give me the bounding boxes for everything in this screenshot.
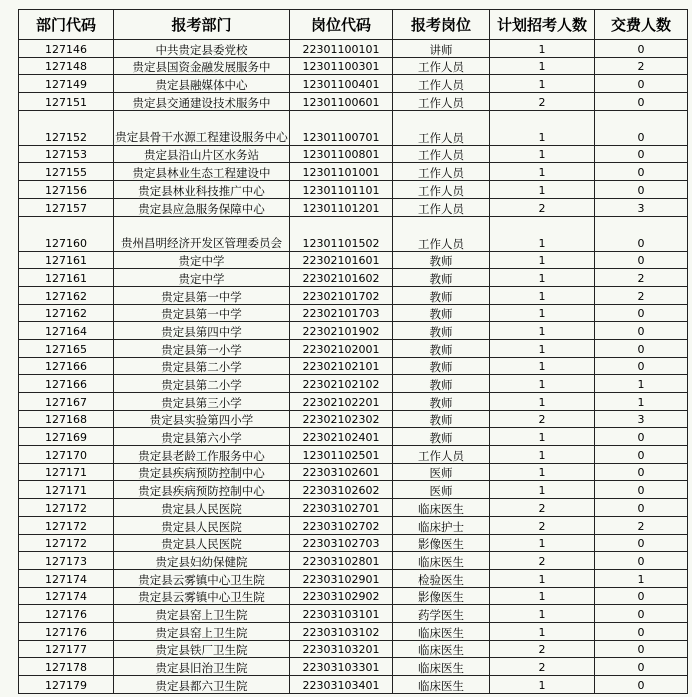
planned-count-cell: 1 [490, 534, 595, 552]
paid-count-cell: 0 [595, 587, 688, 605]
table-row [19, 322, 688, 340]
dept-name-cell: 贵定县云雾镇中心卫生院 [114, 569, 290, 587]
dept-name-cell: 贵定县疾病预防控制中心 [114, 481, 290, 499]
dept-code-cell: 127172 [19, 516, 114, 534]
planned-count-cell: 1 [490, 181, 595, 199]
post-name-cell: 影像医生 [393, 534, 490, 552]
paid-count-cell: 0 [595, 357, 688, 375]
post-name-cell: 药学医生 [393, 605, 490, 623]
post-code-cell: 12301101502 [290, 216, 393, 251]
paid-count-cell: 0 [595, 163, 688, 181]
post-code-cell: 22302102302 [290, 410, 393, 428]
table-row [19, 57, 688, 75]
planned-count-cell: 1 [490, 216, 595, 251]
dept-code-cell: 127162 [19, 286, 114, 304]
table-row [19, 587, 688, 605]
planned-count-cell: 1 [490, 251, 595, 269]
post-name-cell: 教师 [393, 286, 490, 304]
post-name-cell: 教师 [393, 357, 490, 375]
planned-count-cell: 2 [490, 516, 595, 534]
planned-count-cell: 1 [490, 605, 595, 623]
planned-count-cell: 1 [490, 304, 595, 322]
table-row [19, 534, 688, 552]
post-code-cell: 22302101601 [290, 251, 393, 269]
dept-code-cell: 127157 [19, 198, 114, 216]
dept-code-cell: 127151 [19, 93, 114, 111]
dept-code-cell: 127167 [19, 393, 114, 411]
post-name-cell: 工作人员 [393, 446, 490, 464]
paid-count-cell: 0 [595, 481, 688, 499]
post-name-cell: 临床医生 [393, 640, 490, 658]
header-post-name: 报考岗位 [393, 10, 490, 40]
dept-code-cell: 127152 [19, 110, 114, 145]
planned-count-cell: 1 [490, 163, 595, 181]
post-code-cell: 22302101602 [290, 269, 393, 287]
paid-count-cell: 2 [595, 516, 688, 534]
header-dept-code: 部门代码 [19, 10, 114, 40]
paid-count-cell: 0 [595, 605, 688, 623]
post-name-cell: 临床医生 [393, 499, 490, 517]
paid-count-cell: 0 [595, 499, 688, 517]
dept-code-cell: 127176 [19, 622, 114, 640]
post-code-cell: 22303102701 [290, 499, 393, 517]
post-name-cell: 检验医生 [393, 569, 490, 587]
paid-count-cell: 0 [595, 552, 688, 570]
post-code-cell: 22303103101 [290, 605, 393, 623]
planned-count-cell: 1 [490, 75, 595, 93]
header-paid-count: 交费人数 [595, 10, 688, 40]
planned-count-cell: 1 [490, 57, 595, 75]
table-row [19, 658, 688, 676]
dept-code-cell: 127172 [19, 534, 114, 552]
dept-name-cell: 贵定县都六卫生院 [114, 676, 290, 694]
post-code-cell: 22303102702 [290, 516, 393, 534]
post-code-cell: 12301100401 [290, 75, 393, 93]
dept-code-cell: 127164 [19, 322, 114, 340]
dept-name-cell: 贵定县第二小学 [114, 375, 290, 393]
table-row [19, 463, 688, 481]
post-name-cell: 影像医生 [393, 587, 490, 605]
table-row [19, 286, 688, 304]
planned-count-cell: 2 [490, 93, 595, 111]
planned-count-cell: 1 [490, 322, 595, 340]
post-name-cell: 教师 [393, 269, 490, 287]
post-code-cell: 22302102401 [290, 428, 393, 446]
table-row [19, 110, 688, 145]
dept-code-cell: 127155 [19, 163, 114, 181]
dept-code-cell: 127170 [19, 446, 114, 464]
table-row [19, 181, 688, 199]
dept-code-cell: 127160 [19, 216, 114, 251]
dept-name-cell: 贵定县第二小学 [114, 357, 290, 375]
table-row [19, 93, 688, 111]
dept-name-cell: 贵定县第六小学 [114, 428, 290, 446]
table-row [19, 198, 688, 216]
dept-code-cell: 127173 [19, 552, 114, 570]
post-name-cell: 医师 [393, 463, 490, 481]
dept-name-cell: 贵定县第四中学 [114, 322, 290, 340]
paid-count-cell: 3 [595, 410, 688, 428]
post-name-cell: 临床医生 [393, 552, 490, 570]
post-name-cell: 教师 [393, 410, 490, 428]
post-name-cell: 教师 [393, 393, 490, 411]
paid-count-cell: 2 [595, 57, 688, 75]
post-code-cell: 22303103401 [290, 676, 393, 694]
paid-count-cell: 0 [595, 75, 688, 93]
post-code-cell: 22303102901 [290, 569, 393, 587]
planned-count-cell: 2 [490, 658, 595, 676]
post-code-cell: 22303103201 [290, 640, 393, 658]
dept-code-cell: 127174 [19, 587, 114, 605]
planned-count-cell: 1 [490, 587, 595, 605]
dept-name-cell: 贵定县第一中学 [114, 304, 290, 322]
dept-name-cell: 贵定县第三小学 [114, 393, 290, 411]
paid-count-cell: 0 [595, 534, 688, 552]
header-row [19, 10, 688, 40]
dept-code-cell: 127172 [19, 499, 114, 517]
paid-count-cell: 0 [595, 676, 688, 694]
post-code-cell: 12301101201 [290, 198, 393, 216]
planned-count-cell: 2 [490, 410, 595, 428]
dept-name-cell: 贵定县人民医院 [114, 499, 290, 517]
post-code-cell: 12301101001 [290, 163, 393, 181]
dept-name-cell: 贵定县林业生态工程建设中 [114, 163, 290, 181]
paid-count-cell: 0 [595, 216, 688, 251]
post-name-cell: 教师 [393, 428, 490, 446]
dept-name-cell: 贵定县妇幼保健院 [114, 552, 290, 570]
post-code-cell: 22303103102 [290, 622, 393, 640]
planned-count-cell: 1 [490, 145, 595, 163]
dept-name-cell: 贵州昌明经济开发区管理委员会 [114, 216, 290, 251]
header-planned-count: 计划招考人数 [490, 10, 595, 40]
dept-code-cell: 127162 [19, 304, 114, 322]
planned-count-cell: 1 [490, 110, 595, 145]
dept-code-cell: 127171 [19, 481, 114, 499]
post-name-cell: 工作人员 [393, 57, 490, 75]
dept-code-cell: 127169 [19, 428, 114, 446]
dept-code-cell: 127156 [19, 181, 114, 199]
paid-count-cell: 0 [595, 40, 688, 58]
dept-code-cell: 127179 [19, 676, 114, 694]
post-name-cell: 工作人员 [393, 198, 490, 216]
dept-code-cell: 127161 [19, 269, 114, 287]
planned-count-cell: 1 [490, 339, 595, 357]
table-row [19, 446, 688, 464]
header-dept-name: 报考部门 [114, 10, 290, 40]
dept-code-cell: 127177 [19, 640, 114, 658]
dept-name-cell: 中共贵定县委党校 [114, 40, 290, 58]
table-row [19, 676, 688, 694]
dept-name-cell: 贵定县国资金融发展服务中 [114, 57, 290, 75]
table-row [19, 410, 688, 428]
paid-count-cell: 0 [595, 339, 688, 357]
post-name-cell: 教师 [393, 251, 490, 269]
planned-count-cell: 1 [490, 40, 595, 58]
post-code-cell: 12301100301 [290, 57, 393, 75]
dept-name-cell: 贵定县沿山片区水务站 [114, 145, 290, 163]
post-code-cell: 22302101902 [290, 322, 393, 340]
table-row [19, 552, 688, 570]
paid-count-cell: 2 [595, 269, 688, 287]
table-row [19, 145, 688, 163]
dept-name-cell: 贵定县铁厂卫生院 [114, 640, 290, 658]
dept-code-cell: 127166 [19, 357, 114, 375]
paid-count-cell: 0 [595, 428, 688, 446]
post-name-cell: 临床医生 [393, 622, 490, 640]
planned-count-cell: 1 [490, 375, 595, 393]
post-name-cell: 临床医生 [393, 676, 490, 694]
post-code-cell: 12301102501 [290, 446, 393, 464]
post-code-cell: 22303102601 [290, 463, 393, 481]
paid-count-cell: 2 [595, 286, 688, 304]
dept-name-cell: 贵定中学 [114, 269, 290, 287]
table-row [19, 357, 688, 375]
post-code-cell: 22303102902 [290, 587, 393, 605]
dept-code-cell: 127174 [19, 569, 114, 587]
paid-count-cell: 0 [595, 251, 688, 269]
dept-code-cell: 127166 [19, 375, 114, 393]
dept-code-cell: 127153 [19, 145, 114, 163]
table-row [19, 481, 688, 499]
post-name-cell: 工作人员 [393, 75, 490, 93]
table-row [19, 216, 688, 251]
post-code-cell: 12301100601 [290, 93, 393, 111]
dept-name-cell: 贵定县实验第四小学 [114, 410, 290, 428]
table-row [19, 393, 688, 411]
post-code-cell: 22303102602 [290, 481, 393, 499]
dept-name-cell: 贵定县窑上卫生院 [114, 622, 290, 640]
dept-code-cell: 127171 [19, 463, 114, 481]
dept-code-cell: 127176 [19, 605, 114, 623]
dept-name-cell: 贵定县人民医院 [114, 534, 290, 552]
planned-count-cell: 1 [490, 428, 595, 446]
post-name-cell: 教师 [393, 339, 490, 357]
planned-count-cell: 2 [490, 552, 595, 570]
dept-code-cell: 127161 [19, 251, 114, 269]
planned-count-cell: 2 [490, 198, 595, 216]
table-container [18, 9, 688, 694]
planned-count-cell: 1 [490, 286, 595, 304]
paid-count-cell: 0 [595, 463, 688, 481]
table-row [19, 163, 688, 181]
dept-name-cell: 贵定县骨干水源工程建设服务中心 [114, 110, 290, 145]
dept-name-cell: 贵定县第一中学 [114, 286, 290, 304]
paid-count-cell: 0 [595, 304, 688, 322]
paid-count-cell: 1 [595, 393, 688, 411]
planned-count-cell: 1 [490, 446, 595, 464]
post-name-cell: 医师 [393, 481, 490, 499]
paid-count-cell: 0 [595, 658, 688, 676]
planned-count-cell: 1 [490, 676, 595, 694]
dept-name-cell: 贵定中学 [114, 251, 290, 269]
dept-code-cell: 127149 [19, 75, 114, 93]
dept-name-cell: 贵定县融媒体中心 [114, 75, 290, 93]
post-code-cell: 22302102102 [290, 375, 393, 393]
post-code-cell: 22303102703 [290, 534, 393, 552]
post-name-cell: 工作人员 [393, 145, 490, 163]
header-post-code: 岗位代码 [290, 10, 393, 40]
post-code-cell: 22303102801 [290, 552, 393, 570]
table-row [19, 605, 688, 623]
post-code-cell: 12301100801 [290, 145, 393, 163]
paid-count-cell: 1 [595, 375, 688, 393]
paid-count-cell: 0 [595, 446, 688, 464]
post-name-cell: 工作人员 [393, 216, 490, 251]
planned-count-cell: 2 [490, 640, 595, 658]
post-name-cell: 工作人员 [393, 93, 490, 111]
table-row [19, 428, 688, 446]
planned-count-cell: 2 [490, 499, 595, 517]
post-code-cell: 22302101702 [290, 286, 393, 304]
dept-name-cell: 贵定县云雾镇中心卫生院 [114, 587, 290, 605]
recruitment-table [18, 9, 688, 694]
planned-count-cell: 1 [490, 481, 595, 499]
paid-count-cell: 0 [595, 640, 688, 658]
dept-code-cell: 127165 [19, 339, 114, 357]
dept-name-cell: 贵定县老龄工作服务中心 [114, 446, 290, 464]
paid-count-cell: 0 [595, 622, 688, 640]
post-code-cell: 12301101101 [290, 181, 393, 199]
table-row [19, 339, 688, 357]
dept-code-cell: 127168 [19, 410, 114, 428]
table-row [19, 304, 688, 322]
dept-name-cell: 贵定县窑上卫生院 [114, 605, 290, 623]
table-row [19, 40, 688, 58]
post-name-cell: 临床医生 [393, 658, 490, 676]
dept-code-cell: 127148 [19, 57, 114, 75]
planned-count-cell: 1 [490, 622, 595, 640]
table-row [19, 75, 688, 93]
planned-count-cell: 1 [490, 463, 595, 481]
table-row [19, 640, 688, 658]
dept-name-cell: 贵定县林业科技推广中心 [114, 181, 290, 199]
post-name-cell: 教师 [393, 375, 490, 393]
table-row [19, 251, 688, 269]
post-name-cell: 临床护士 [393, 516, 490, 534]
dept-name-cell: 贵定县疾病预防控制中心 [114, 463, 290, 481]
post-code-cell: 22301100101 [290, 40, 393, 58]
dept-name-cell: 贵定县第一小学 [114, 339, 290, 357]
post-code-cell: 22302102101 [290, 357, 393, 375]
dept-code-cell: 127146 [19, 40, 114, 58]
dept-name-cell: 贵定县旧治卫生院 [114, 658, 290, 676]
post-code-cell: 22303103301 [290, 658, 393, 676]
planned-count-cell: 1 [490, 569, 595, 587]
post-code-cell: 22302102201 [290, 393, 393, 411]
post-name-cell: 工作人员 [393, 110, 490, 145]
table-row [19, 569, 688, 587]
post-name-cell: 工作人员 [393, 181, 490, 199]
dept-code-cell: 127178 [19, 658, 114, 676]
paid-count-cell: 0 [595, 322, 688, 340]
dept-name-cell: 贵定县人民医院 [114, 516, 290, 534]
dept-name-cell: 贵定县交通建设技术服务中 [114, 93, 290, 111]
planned-count-cell: 1 [490, 269, 595, 287]
dept-name-cell: 贵定县应急服务保障中心 [114, 198, 290, 216]
planned-count-cell: 1 [490, 357, 595, 375]
table-row [19, 499, 688, 517]
post-code-cell: 22302101703 [290, 304, 393, 322]
table-row [19, 269, 688, 287]
post-code-cell: 12301100701 [290, 110, 393, 145]
table-row [19, 375, 688, 393]
post-code-cell: 22302102001 [290, 339, 393, 357]
table-row [19, 516, 688, 534]
post-name-cell: 教师 [393, 322, 490, 340]
post-name-cell: 教师 [393, 304, 490, 322]
planned-count-cell: 1 [490, 393, 595, 411]
paid-count-cell: 0 [595, 110, 688, 145]
paid-count-cell: 0 [595, 93, 688, 111]
table-row [19, 622, 688, 640]
post-name-cell: 讲师 [393, 40, 490, 58]
post-name-cell: 工作人员 [393, 163, 490, 181]
paid-count-cell: 0 [595, 145, 688, 163]
paid-count-cell: 1 [595, 569, 688, 587]
paid-count-cell: 0 [595, 181, 688, 199]
paid-count-cell: 3 [595, 198, 688, 216]
